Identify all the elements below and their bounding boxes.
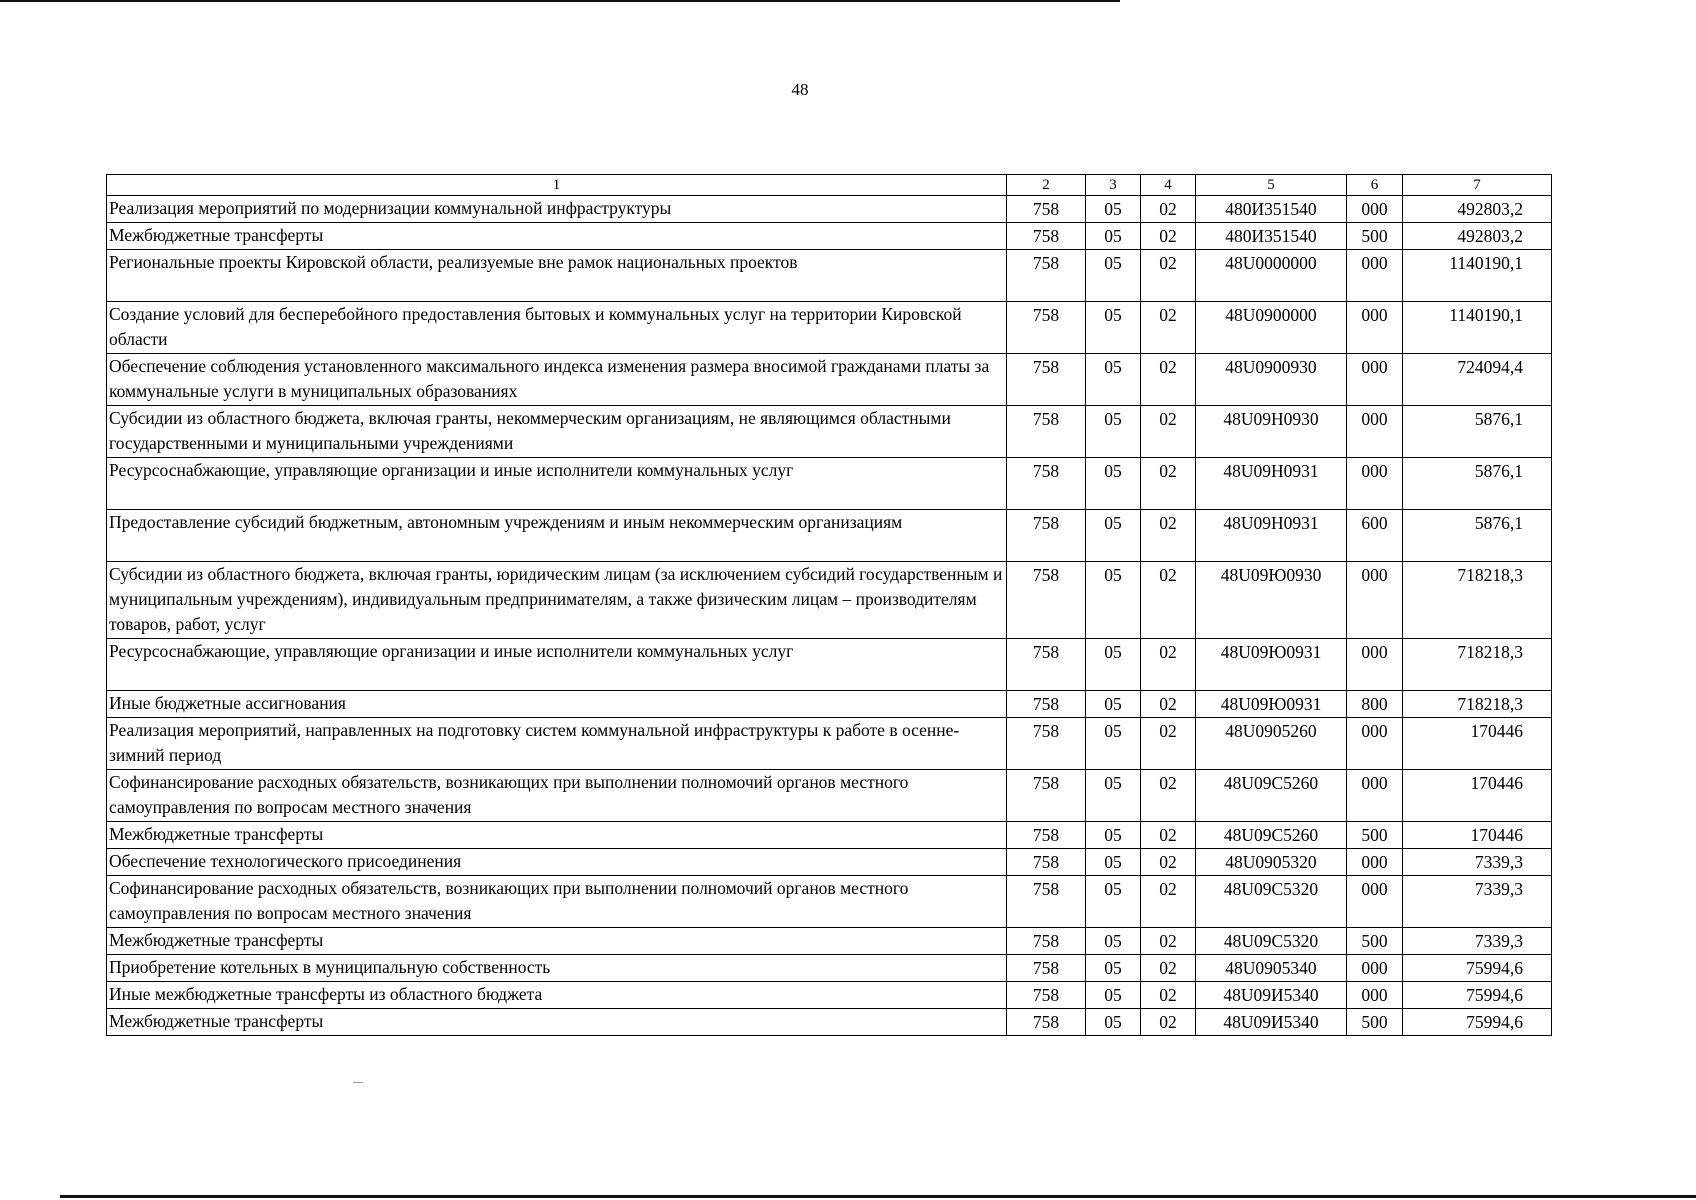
table-row — [107, 955, 1552, 982]
row-amount-cell: 718218,3 — [1403, 562, 1552, 639]
row-code-5-cell: 48U09H0930 — [1196, 406, 1347, 458]
row-amount-cell: 5876,1 — [1403, 458, 1552, 510]
table-row — [107, 982, 1552, 1009]
row-amount-cell: 75994,6 — [1403, 982, 1552, 1009]
row-amount-cell: 492803,2 — [1403, 196, 1552, 223]
row-name-cell: Межбюджетные трансферты — [107, 928, 1007, 955]
row-code-4-cell: 02 — [1141, 562, 1196, 639]
row-code-4-cell: 02 — [1141, 639, 1196, 691]
row-code-6-cell: 000 — [1347, 406, 1403, 458]
table-row — [107, 718, 1552, 770]
row-amount-cell: 170446 — [1403, 770, 1552, 822]
row-code-2-cell: 758 — [1007, 955, 1086, 982]
table-row — [107, 196, 1552, 223]
row-amount-cell: 7339,3 — [1403, 928, 1552, 955]
scan-edge-top — [0, 0, 1120, 2]
row-code-5-cell: 48U09И5340 — [1196, 1009, 1347, 1036]
row-name-cell: Межбюджетные трансферты — [107, 1009, 1007, 1036]
row-code-2-cell: 758 — [1007, 639, 1086, 691]
row-code-4-cell: 02 — [1141, 250, 1196, 302]
row-code-4-cell: 02 — [1141, 982, 1196, 1009]
row-code-2-cell: 758 — [1007, 876, 1086, 928]
row-code-4-cell: 02 — [1141, 302, 1196, 354]
column-header-7: 7 — [1403, 175, 1552, 196]
row-code-5-cell: 48U09C5260 — [1196, 822, 1347, 849]
row-code-3-cell: 05 — [1086, 718, 1141, 770]
row-code-2-cell: 758 — [1007, 982, 1086, 1009]
table-row — [107, 406, 1552, 458]
row-amount-cell: 718218,3 — [1403, 691, 1552, 718]
row-name-cell: Межбюджетные трансферты — [107, 223, 1007, 250]
row-code-6-cell: 600 — [1347, 510, 1403, 562]
row-code-2-cell: 758 — [1007, 250, 1086, 302]
row-name-cell: Иные межбюджетные трансферты из областного бюджета — [107, 982, 1007, 1009]
row-code-6-cell: 500 — [1347, 928, 1403, 955]
row-amount-cell: 1140190,1 — [1403, 250, 1552, 302]
row-code-4-cell: 02 — [1141, 849, 1196, 876]
table-row — [107, 1009, 1552, 1036]
header-row — [107, 175, 1552, 196]
table-row — [107, 302, 1552, 354]
row-amount-cell: 7339,3 — [1403, 849, 1552, 876]
row-code-3-cell: 05 — [1086, 406, 1141, 458]
row-code-4-cell: 02 — [1141, 458, 1196, 510]
row-code-5-cell: 48U09C5260 — [1196, 770, 1347, 822]
row-code-3-cell: 05 — [1086, 770, 1141, 822]
table-body — [107, 175, 1552, 1036]
row-code-6-cell: 000 — [1347, 876, 1403, 928]
row-code-5-cell: 48U09Ю0931 — [1196, 691, 1347, 718]
row-code-6-cell: 000 — [1347, 250, 1403, 302]
table-row — [107, 562, 1552, 639]
row-code-2-cell: 758 — [1007, 196, 1086, 223]
budget-table — [106, 174, 1552, 1036]
table-row — [107, 250, 1552, 302]
row-code-4-cell: 02 — [1141, 770, 1196, 822]
row-code-5-cell: 48U0900930 — [1196, 354, 1347, 406]
row-code-2-cell: 758 — [1007, 718, 1086, 770]
row-code-5-cell: 48U09C5320 — [1196, 876, 1347, 928]
row-code-6-cell: 000 — [1347, 718, 1403, 770]
row-amount-cell: 75994,6 — [1403, 955, 1552, 982]
row-code-3-cell: 05 — [1086, 458, 1141, 510]
row-code-5-cell: 480И351540 — [1196, 196, 1347, 223]
row-code-6-cell: 000 — [1347, 196, 1403, 223]
row-code-4-cell: 02 — [1141, 955, 1196, 982]
page-number: 48 — [791, 80, 809, 99]
row-code-4-cell: 02 — [1141, 223, 1196, 250]
row-code-4-cell: 02 — [1141, 354, 1196, 406]
row-code-3-cell: 05 — [1086, 354, 1141, 406]
row-code-2-cell: 758 — [1007, 928, 1086, 955]
row-code-6-cell: 000 — [1347, 955, 1403, 982]
row-amount-cell: 75994,6 — [1403, 1009, 1552, 1036]
row-code-2-cell: 758 — [1007, 1009, 1086, 1036]
column-header-3: 3 — [1086, 175, 1141, 196]
row-code-4-cell: 02 — [1141, 406, 1196, 458]
row-name-cell: Предоставление субсидий бюджетным, автономным учреждениям и иным некоммерческим организациям — [107, 510, 1007, 562]
table-row — [107, 458, 1552, 510]
row-code-4-cell: 02 — [1141, 718, 1196, 770]
column-header-4: 4 — [1141, 175, 1196, 196]
row-code-2-cell: 758 — [1007, 510, 1086, 562]
row-code-5-cell: 480И351540 — [1196, 223, 1347, 250]
row-code-6-cell: 000 — [1347, 458, 1403, 510]
row-code-3-cell: 05 — [1086, 982, 1141, 1009]
row-name-cell: Софинансирование расходных обязательств, возникающих при выполнении полномочий органов местного самоуправления по вопросам местного значения — [107, 876, 1007, 928]
row-name-cell: Реализация мероприятий, направленных на подготовку систем коммунальной инфраструктуры к работе в осенне-зимний период — [107, 718, 1007, 770]
row-code-3-cell: 05 — [1086, 562, 1141, 639]
row-code-6-cell: 000 — [1347, 302, 1403, 354]
row-code-6-cell: 000 — [1347, 770, 1403, 822]
column-header-6: 6 — [1347, 175, 1403, 196]
table-row — [107, 822, 1552, 849]
row-name-cell: Софинансирование расходных обязательств, возникающих при выполнении полномочий органов местного самоуправления по вопросам местного значения — [107, 770, 1007, 822]
row-code-5-cell: 48U09Ю0930 — [1196, 562, 1347, 639]
row-name-cell: Субсидии из областного бюджета, включая гранты, некоммерческим организациям, не являющимся областными государственными и муниципальными учреждениями — [107, 406, 1007, 458]
row-code-5-cell: 48U09И5340 — [1196, 982, 1347, 1009]
row-amount-cell: 170446 — [1403, 718, 1552, 770]
row-name-cell: Обеспечение технологического присоединения — [107, 849, 1007, 876]
row-code-6-cell: 000 — [1347, 982, 1403, 1009]
scan-speck — [353, 1082, 363, 1083]
column-header-5: 5 — [1196, 175, 1347, 196]
row-name-cell: Ресурсоснабжающие, управляющие организации и иные исполнители коммунальных услуг — [107, 458, 1007, 510]
row-code-6-cell: 000 — [1347, 354, 1403, 406]
row-code-2-cell: 758 — [1007, 223, 1086, 250]
row-code-4-cell: 02 — [1141, 510, 1196, 562]
row-code-2-cell: 758 — [1007, 822, 1086, 849]
row-code-3-cell: 05 — [1086, 928, 1141, 955]
row-code-2-cell: 758 — [1007, 691, 1086, 718]
column-header-2: 2 — [1007, 175, 1086, 196]
row-code-3-cell: 05 — [1086, 196, 1141, 223]
row-code-2-cell: 758 — [1007, 562, 1086, 639]
row-code-6-cell: 800 — [1347, 691, 1403, 718]
row-amount-cell: 718218,3 — [1403, 639, 1552, 691]
row-amount-cell: 1140190,1 — [1403, 302, 1552, 354]
row-code-2-cell: 758 — [1007, 406, 1086, 458]
row-name-cell: Иные бюджетные ассигнования — [107, 691, 1007, 718]
row-code-4-cell: 02 — [1141, 1009, 1196, 1036]
row-code-3-cell: 05 — [1086, 876, 1141, 928]
row-code-5-cell: 48U09H0931 — [1196, 458, 1347, 510]
row-code-2-cell: 758 — [1007, 302, 1086, 354]
row-code-2-cell: 758 — [1007, 458, 1086, 510]
table-row — [107, 223, 1552, 250]
row-name-cell: Субсидии из областного бюджета, включая гранты, юридическим лицам (за исключением субсидий государственным и муниципальным учреждениям), индивидуальным предпринимателям, а также физическим лицам – производителям товаров, работ, услуг — [107, 562, 1007, 639]
row-code-5-cell: 48U0905260 — [1196, 718, 1347, 770]
row-code-3-cell: 05 — [1086, 822, 1141, 849]
row-code-5-cell: 48U0905340 — [1196, 955, 1347, 982]
row-name-cell: Создание условий для бесперебойного предоставления бытовых и коммунальных услуг на территории Кировской области — [107, 302, 1007, 354]
row-code-2-cell: 758 — [1007, 770, 1086, 822]
row-code-4-cell: 02 — [1141, 822, 1196, 849]
row-code-3-cell: 05 — [1086, 302, 1141, 354]
row-code-3-cell: 05 — [1086, 639, 1141, 691]
row-code-6-cell: 000 — [1347, 639, 1403, 691]
row-amount-cell: 724094,4 — [1403, 354, 1552, 406]
row-code-4-cell: 02 — [1141, 928, 1196, 955]
table-row — [107, 770, 1552, 822]
row-amount-cell: 5876,1 — [1403, 510, 1552, 562]
row-name-cell: Приобретение котельных в муниципальную собственность — [107, 955, 1007, 982]
row-code-3-cell: 05 — [1086, 250, 1141, 302]
row-code-5-cell: 48U0000000 — [1196, 250, 1347, 302]
row-code-2-cell: 758 — [1007, 354, 1086, 406]
row-code-6-cell: 000 — [1347, 562, 1403, 639]
row-amount-cell: 492803,2 — [1403, 223, 1552, 250]
row-name-cell: Ресурсоснабжающие, управляющие организации и иные исполнители коммунальных услуг — [107, 639, 1007, 691]
row-code-6-cell: 000 — [1347, 849, 1403, 876]
row-amount-cell: 7339,3 — [1403, 876, 1552, 928]
row-code-5-cell: 48U09H0931 — [1196, 510, 1347, 562]
row-amount-cell: 170446 — [1403, 822, 1552, 849]
row-code-5-cell: 48U0900000 — [1196, 302, 1347, 354]
row-name-cell: Обеспечение соблюдения установленного максимального индекса изменения размера вносимой гражданами платы за коммунальные услуги в муниципальных образованиях — [107, 354, 1007, 406]
row-name-cell: Региональные проекты Кировской области, реализуемые вне рамок национальных проектов — [107, 250, 1007, 302]
row-code-4-cell: 02 — [1141, 876, 1196, 928]
row-code-4-cell: 02 — [1141, 691, 1196, 718]
row-name-cell: Межбюджетные трансферты — [107, 822, 1007, 849]
row-code-3-cell: 05 — [1086, 691, 1141, 718]
table-row — [107, 876, 1552, 928]
row-code-6-cell: 500 — [1347, 223, 1403, 250]
row-amount-cell: 5876,1 — [1403, 406, 1552, 458]
row-name-cell: Реализация мероприятий по модернизации коммунальной инфраструктуры — [107, 196, 1007, 223]
row-code-2-cell: 758 — [1007, 849, 1086, 876]
row-code-3-cell: 05 — [1086, 510, 1141, 562]
column-header-1: 1 — [107, 175, 1007, 196]
row-code-3-cell: 05 — [1086, 849, 1141, 876]
row-code-3-cell: 05 — [1086, 1009, 1141, 1036]
scan-edge-bottom — [60, 1195, 1696, 1198]
row-code-3-cell: 05 — [1086, 223, 1141, 250]
row-code-6-cell: 500 — [1347, 1009, 1403, 1036]
row-code-3-cell: 05 — [1086, 955, 1141, 982]
table-row — [107, 849, 1552, 876]
row-code-5-cell: 48U0905320 — [1196, 849, 1347, 876]
row-code-6-cell: 500 — [1347, 822, 1403, 849]
table-row — [107, 639, 1552, 691]
table-row — [107, 510, 1552, 562]
table-row — [107, 928, 1552, 955]
table-row — [107, 691, 1552, 718]
row-code-5-cell: 48U09Ю0931 — [1196, 639, 1347, 691]
row-code-4-cell: 02 — [1141, 196, 1196, 223]
table-row — [107, 354, 1552, 406]
row-code-5-cell: 48U09C5320 — [1196, 928, 1347, 955]
